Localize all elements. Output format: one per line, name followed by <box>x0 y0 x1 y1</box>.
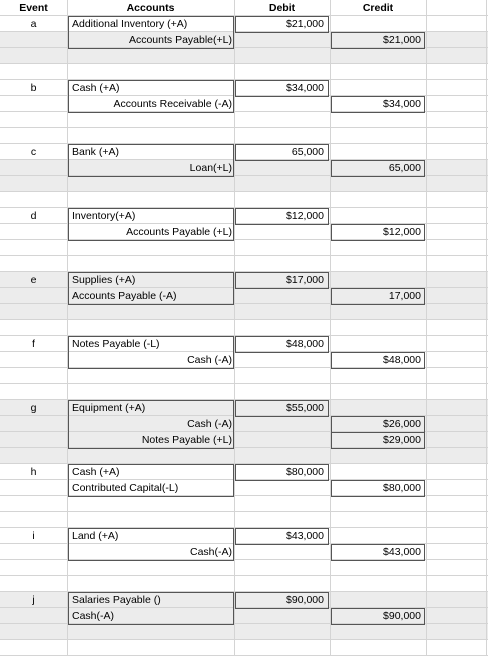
grid-row <box>0 240 488 256</box>
event-letter: f <box>32 338 35 350</box>
grid-row <box>0 64 488 80</box>
grid-row <box>0 192 488 208</box>
account-name: Supplies (+A) <box>72 274 136 286</box>
debit-box <box>235 592 329 609</box>
grid-row <box>0 576 488 592</box>
grid-row <box>0 112 488 128</box>
debit-amount: $12,000 <box>286 210 324 222</box>
debit-amount: $21,000 <box>286 18 324 30</box>
credit-box <box>331 160 425 177</box>
account-name: Salaries Payable () <box>72 594 161 606</box>
grid-row <box>0 448 488 464</box>
grid-column-line <box>234 0 235 655</box>
account-name: Accounts Receivable (-A) <box>113 98 232 110</box>
credit-box <box>331 544 425 561</box>
grid-row <box>0 640 488 656</box>
grid-row <box>0 624 488 640</box>
grid-row <box>0 496 488 512</box>
credit-box <box>331 96 425 113</box>
credit-box <box>331 224 425 241</box>
account-name: Cash (+A) <box>72 466 120 478</box>
grid-row <box>0 384 488 400</box>
debit-amount: $90,000 <box>286 594 324 606</box>
account-name: Notes Payable (+L) <box>141 434 232 446</box>
account-name: Land (+A) <box>72 530 119 542</box>
account-name: Cash(-A) <box>72 610 115 622</box>
credit-amount: $26,000 <box>383 418 421 430</box>
credit-amount: $90,000 <box>383 610 421 622</box>
grid-row <box>0 320 488 336</box>
event-letter: d <box>30 210 37 222</box>
credit-amount: 17,000 <box>388 290 421 302</box>
account-name: Bank (+A) <box>72 146 119 158</box>
grid-row <box>0 368 488 384</box>
grid-row <box>0 304 488 320</box>
account-name: Loan(+L) <box>189 162 232 174</box>
debit-box <box>235 144 329 161</box>
account-name: Accounts Payable (-A) <box>72 290 177 302</box>
debit-box <box>235 464 329 481</box>
credit-box <box>331 608 425 625</box>
grid-column-line <box>486 0 487 655</box>
credit-box <box>331 352 425 369</box>
account-name: Accounts Payable(+L) <box>128 34 232 46</box>
debit-amount: $55,000 <box>286 402 324 414</box>
grid-row <box>0 560 488 576</box>
account-name: Notes Payable (-L) <box>72 338 160 350</box>
event-letter: j <box>32 594 35 606</box>
debit-amount: $34,000 <box>286 82 324 94</box>
account-name: Accounts Payable (+L) <box>126 226 232 238</box>
account-name: Inventory(+A) <box>72 210 136 222</box>
event-letter: g <box>30 402 37 414</box>
credit-box <box>331 416 425 433</box>
header-accounts: Accounts <box>126 2 175 14</box>
credit-amount: $21,000 <box>383 34 421 46</box>
debit-amount: $48,000 <box>286 338 324 350</box>
event-letter: h <box>30 466 37 478</box>
credit-amount: $29,000 <box>383 434 421 446</box>
event-letter: e <box>30 274 37 286</box>
credit-box <box>331 288 425 305</box>
account-name: Additional Inventory (+A) <box>72 18 188 30</box>
debit-box <box>235 528 329 545</box>
debit-box <box>235 16 329 33</box>
debit-box <box>235 272 329 289</box>
grid-row <box>0 128 488 144</box>
header-credit: Credit <box>362 2 394 14</box>
grid-column-line <box>426 0 427 655</box>
credit-amount: $80,000 <box>383 482 421 494</box>
credit-amount: $48,000 <box>383 354 421 366</box>
credit-amount: $12,000 <box>383 226 421 238</box>
credit-amount: $43,000 <box>383 546 421 558</box>
event-letter: b <box>30 82 37 94</box>
debit-box <box>235 80 329 97</box>
debit-box <box>235 400 329 417</box>
debit-amount: $80,000 <box>286 466 324 478</box>
debit-box <box>235 336 329 353</box>
event-letter: i <box>32 530 35 542</box>
event-letter: a <box>30 18 37 30</box>
grid-row <box>0 256 488 272</box>
event-letter: c <box>30 146 37 158</box>
credit-box <box>331 432 425 449</box>
account-name: Cash (-A) <box>187 354 232 366</box>
account-name: Cash (-A) <box>187 418 232 430</box>
header-debit: Debit <box>268 2 296 14</box>
grid-row <box>0 48 488 64</box>
account-name: Cash(-A) <box>189 546 232 558</box>
grid-row <box>0 176 488 192</box>
debit-amount: $43,000 <box>286 530 324 542</box>
debit-amount: $17,000 <box>286 274 324 286</box>
account-name: Cash (+A) <box>72 82 120 94</box>
debit-amount: 65,000 <box>291 146 324 158</box>
credit-amount: 65,000 <box>388 162 421 174</box>
account-name: Equipment (+A) <box>72 402 146 414</box>
credit-amount: $34,000 <box>383 98 421 110</box>
credit-box <box>331 480 425 497</box>
header-event: Event <box>19 2 48 14</box>
account-name: Contributed Capital(-L) <box>72 482 179 494</box>
credit-box <box>331 32 425 49</box>
debit-box <box>235 208 329 225</box>
grid-row <box>0 512 488 528</box>
